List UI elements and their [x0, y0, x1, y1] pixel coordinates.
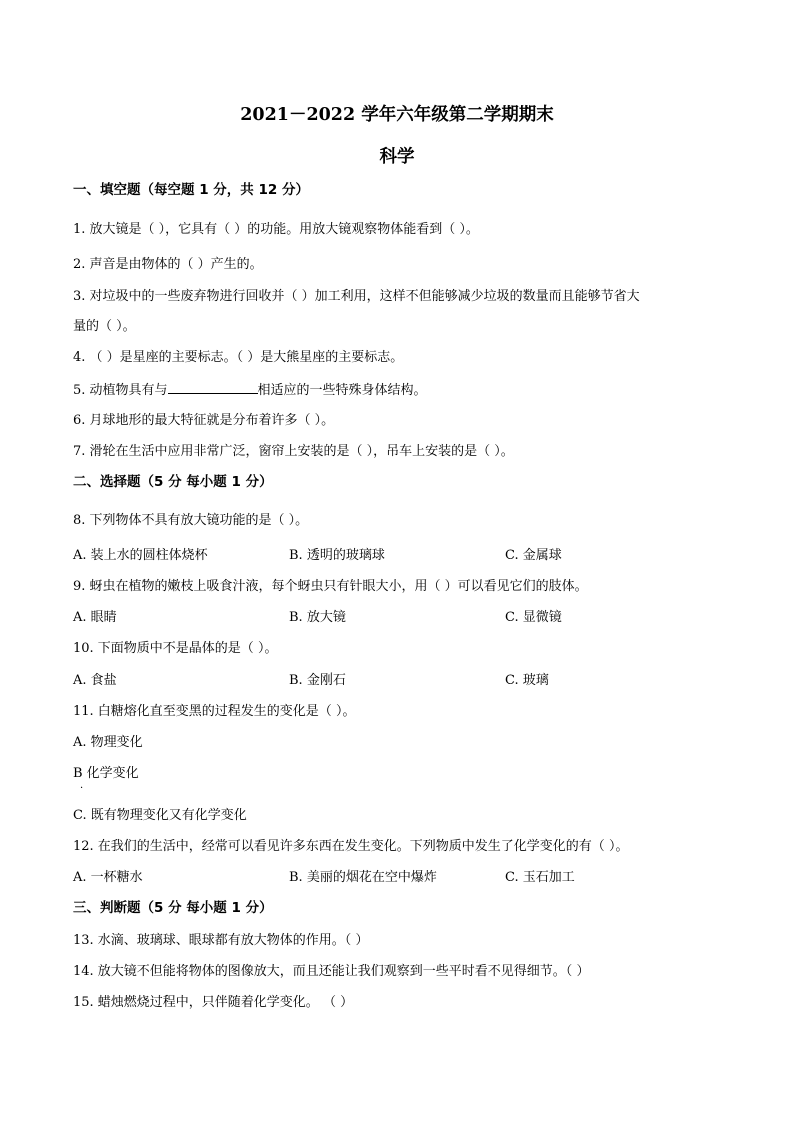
question-6: 6. 月球地形的最大特征就是分布着许多（ ）。 [73, 413, 335, 428]
question-12-option-a: A. 一杯糖水 [73, 870, 143, 885]
question-10-option-b: B. 金刚石 [289, 673, 346, 688]
subject-title: 科学 [379, 147, 415, 167]
question-11-option-b: B 化学变化 [73, 766, 139, 781]
question-9-option-a: A. 眼睛 [73, 610, 117, 625]
stray-dot-mark: · [80, 783, 84, 794]
question-4: 4. （ ）是星座的主要标志。（ ）是大熊星座的主要标志。 [73, 350, 404, 365]
question-5-suffix: 相适应的一些特殊身体结构。 [257, 383, 427, 398]
question-8-option-c: C. 金属球 [505, 548, 562, 563]
question-12: 12. 在我们的生活中，经常可以看见许多东西在发生变化。下列物质中发生了化学变化的有（ ）。 [73, 839, 629, 854]
question-13: 13. 水滴、玻璃球、眼球都有放大物体的作用。（ ） [73, 933, 369, 948]
question-11: 11. 白糖熔化直至变黑的过程发生的变化是（ ）。 [73, 704, 356, 719]
question-1: 1. 放大镜是（ ），它具有（ ）的功能。用放大镜观察物体能看到（ ）。 [73, 222, 479, 237]
question-11-option-c: C. 既有物理变化又有化学变化 [73, 808, 247, 823]
document-title: 2021－2022 学年六年级第二学期期末 [240, 105, 554, 125]
question-5 [73, 381, 427, 399]
question-10: 10. 下面物质中不是晶体的是（ ）。 [73, 641, 278, 656]
question-9: 9. 蚜虫在植物的嫩枝上吸食汁液，每个蚜虫只有针眼大小，用（ ）可以看见它们的肢体。 [73, 579, 588, 594]
question-8: 8. 下列物体不具有放大镜功能的是（ ）。 [73, 513, 309, 528]
question-12-option-b: B. 美丽的烟花在空中爆炸 [289, 870, 437, 885]
question-10-option-a: A. 食盐 [73, 673, 117, 688]
question-9-option-c: C. 显微镜 [505, 610, 562, 625]
question-11-option-a: A. 物理变化 [73, 735, 143, 750]
question-7: 7. 滑轮在生活中应用非常广泛，窗帘上安装的是（ ），吊车上安装的是（ ）。 [73, 444, 514, 459]
question-10-option-c: C. 玻璃 [505, 673, 549, 688]
question-9-option-b: B. 放大镜 [289, 610, 346, 625]
question-8-option-b: B. 透明的玻璃球 [289, 548, 385, 563]
question-3-line1: 3. 对垃圾中的一些废弃物进行回收并（ ）加工利用，这样不但能够减少垃圾的数量而且能够节省大 [73, 289, 640, 304]
question-12-option-c: C. 玉石加工 [505, 870, 575, 885]
question-5-prefix: 5. 动植物具有与 [73, 383, 168, 398]
question-8-option-a: A. 装上水的圆柱体烧杯 [73, 548, 208, 563]
question-3-line2: 量的（ ）。 [73, 319, 136, 334]
section-heading-multiple-choice: 二、选择题（5 分 每小题 1 分） [73, 474, 273, 490]
question-14: 14. 放大镜不但能将物体的图像放大，而且还能让我们观察到一些平时看不见得细节。（ ） [73, 964, 590, 979]
section-heading-fill-blank: 一、填空题（每空题 1 分，共 12 分） [73, 182, 309, 198]
section-heading-true-false: 三、判断题（5 分 每小题 1 分） [73, 900, 273, 916]
question-2: 2. 声音是由物体的（ ）产生的。 [73, 257, 263, 272]
question-15: 15. 蜡烛燃烧过程中，只伴随着化学变化。 （ ） [73, 995, 354, 1010]
answer-blank-line [168, 381, 258, 394]
